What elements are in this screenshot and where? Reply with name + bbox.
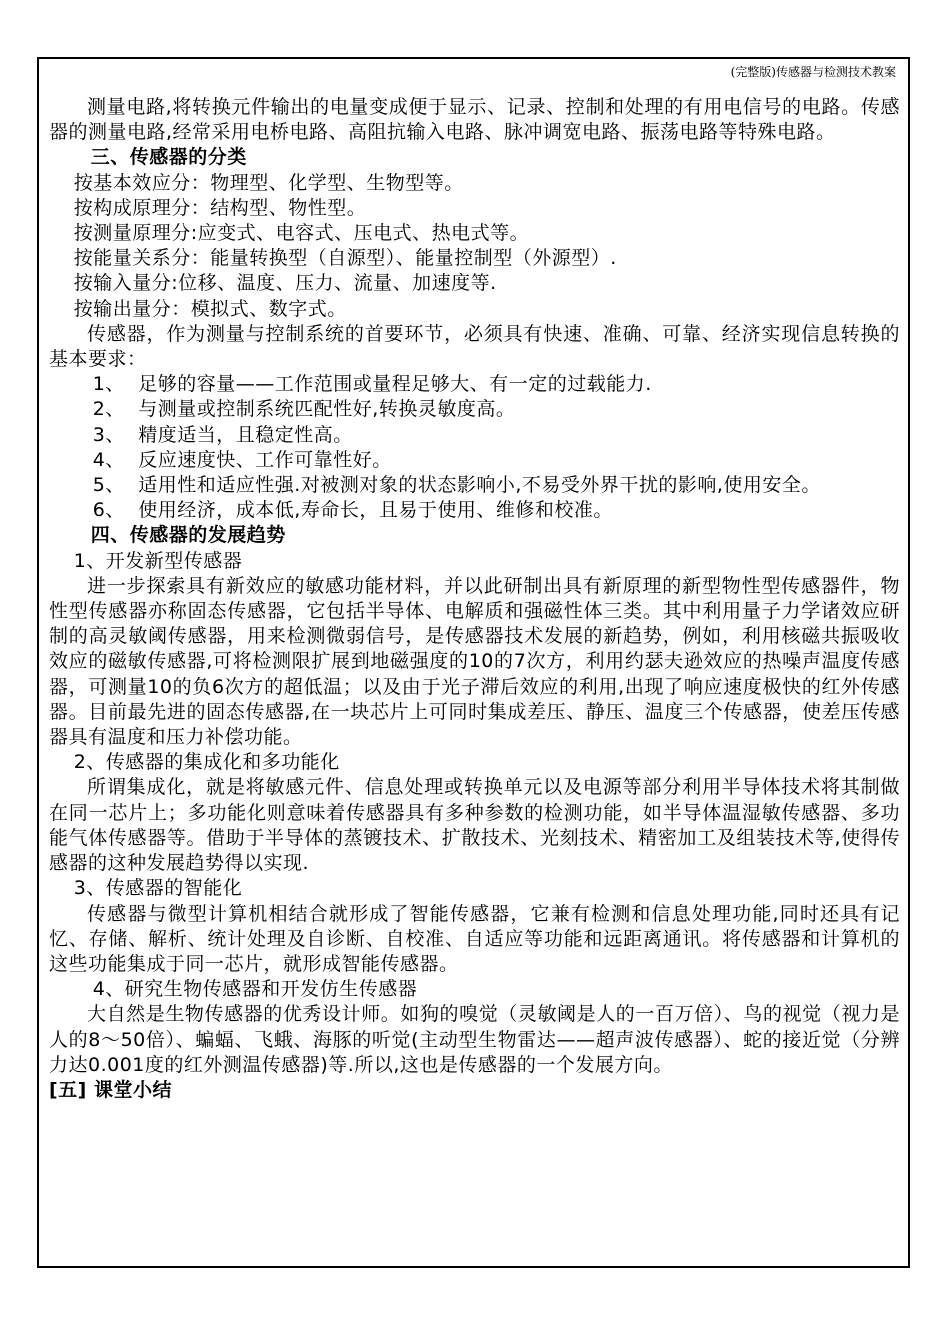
section-heading-summary: [五] 课堂小结 [49,1078,172,1101]
section-heading-trends: 四、传感器的发展趋势 [90,524,286,547]
paragraph-new-sensors: 进一步探索具有新效应的敏感功能材料，并以此研制出具有新原理的新型物性型传感器件，物性型传感器亦称固态传感器，它包括半导体、电解质和强磁性体三类。其中利用量子力学诸效应研制的高灵敏阈传感器，用来检测微弱信号，是传感器技术发展的新趋势，例如，利用核磁共振吸收效应的磁敏传感器,可将检测限扩展到地磁强度的10的7次方，利用约瑟夫逊效应的热噪声温度传感器，可测量10的负6次方的超低温；以及由于光子滞后效应的利用,出现了响应速度极快的红外传感器。目前最先进的固态传感器,在一块芯片上可同时集成差压、静压、温度三个传感器，使差压传感器具有温度和压力补偿功能。 [49,574,900,749]
requirement-number: 1、 [92,373,125,396]
paragraph-measurement-circuit: 测量电路,将转换元件输出的电量变成便于显示、记录、控制和处理的有用电信号的电路。传感器的测量电路,经常采用电桥电路、高阻抗输入电路、脉冲调宽电路、振荡电路等特殊电路。 [49,96,900,144]
classification-item: 按输入量分:位移、温度、压力、流量、加速度等. [73,272,497,295]
requirement-text: 使用经济，成本低,寿命长，且易于使用、维修和校准。 [138,499,613,522]
requirement-number: 5、 [92,474,125,497]
classification-item: 按基本效应分：物理型、化学型、生物型等。 [73,171,464,194]
classification-item: 按构成原理分：结构型、物性型。 [73,196,367,219]
paragraph-requirements: 传感器，作为测量与控制系统的首要环节，必须具有快速、准确、可靠、经济实现信息转换的基本要求： [49,322,900,371]
subheading-integration: 2、传感器的集成化和多功能化 [73,751,340,774]
classification-item: 按测量原理分:应变式、电容式、压电式、热电式等。 [73,222,530,245]
requirement-item [49,473,900,498]
subheading-new-sensors: 1、开发新型传感器 [73,549,243,572]
classification-item: 按输出量分：模拟式、数字式。 [73,297,347,320]
requirement-text: 足够的容量——工作范围或量程足够大、有一定的过载能力. [138,373,652,396]
requirement-text: 适用性和适应性强.对被测对象的状态影响小,不易受外界干扰的影响,使用安全。 [138,474,821,497]
requirement-text: 反应速度快、工作可靠性好。 [138,448,392,471]
page-frame [37,57,910,1268]
paragraph-integration: 所谓集成化，就是将敏感元件、信息处理或转换单元以及电源等部分利用半导体技术将其制做在同一芯片上；多功能化则意味着传感器具有多种参数的检测功能，如半导体温湿敏传感器、多功能气体传感器等。借助于半导体的蒸镀技术、扩散技术、光刻技术、精密加工及组装技术等,使得传感器的这种发展趋势得以实现. [49,776,900,875]
requirement-item [49,372,900,397]
requirement-number: 6、 [92,499,125,522]
requirement-item [49,448,900,473]
requirement-number: 4、 [92,448,125,471]
requirement-text: 精度适当，且稳定性高。 [138,423,353,446]
requirement-number: 2、 [92,398,125,421]
paragraph-bio-sensors: 大自然是生物传感器的优秀设计师。如狗的嗅觉（灵敏阈是人的一百万倍）、鸟的视觉（视力是人的8～50倍）、蝙蝠、飞蛾、海豚的听觉(主动型生物雷达——超声波传感器）、蛇的接近觉（分辨力达0.001度的红外测温传感器)等.所以,这也是传感器的一个发展方向。 [49,1003,900,1076]
requirement-number: 3、 [92,423,125,446]
requirement-item [49,498,900,523]
requirement-text: 与测量或控制系统匹配性好,转换灵敏度高。 [138,398,516,421]
section-heading-classification: 三、传感器的分类 [90,146,247,169]
classification-item: 按能量关系分：能量转换型（自源型）、能量控制型（外源型）. [73,247,617,270]
requirement-item [49,423,900,448]
document-header-title: (完整版)传感器与检测技术教案 [730,65,896,79]
document-body [49,95,900,1103]
paragraph-intelligence: 传感器与微型计算机相结合就形成了智能传感器，它兼有检测和信息处理功能,同时还具有记忆、存储、解析、统计处理及自诊断、自校准、自适应等功能和远距离通讯。将传感器和计算机的这些功能集成于同一芯片，就形成智能传感器。 [49,902,900,975]
subheading-bio-sensors: 4、研究生物传感器和开发仿生传感器 [92,978,418,1001]
requirement-item [49,397,900,422]
subheading-intelligence: 3、传感器的智能化 [73,877,243,900]
